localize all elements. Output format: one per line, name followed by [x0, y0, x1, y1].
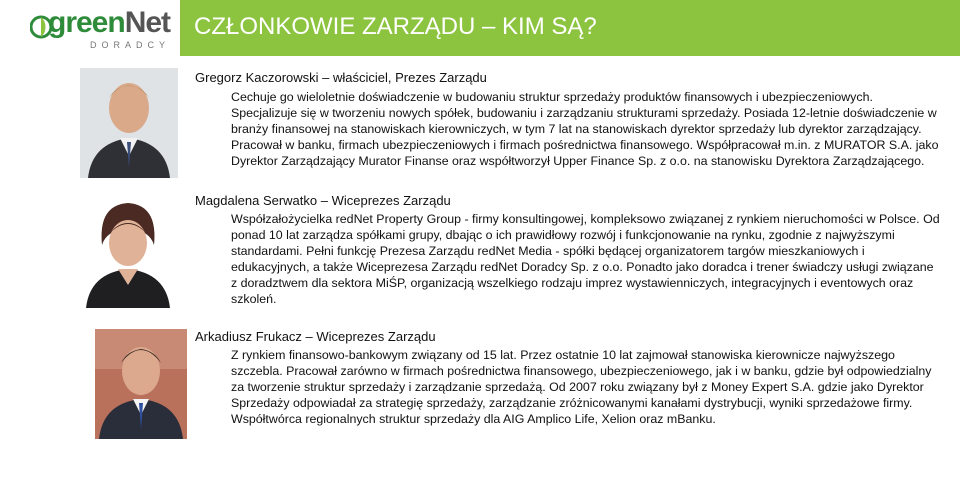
member-bio-2: Współzałożycielka redNet Property Group - firmy konsultingowej, kompleksowo związanej z rynkiem nieruchomości w Polsce. Od ponad 10 lat zarządza spółkami grupy, dbając o ich prawidłowy rozwój i funkcjonowanie na rynku, zgodnie z najwyższymi standardami. Pełni funkcję Prezesa Zarządu redNet Media - spółki będącej organizatorem targów mieszkaniowych i edukacyjnych, a także Wiceprezesa Zarządu redNet Doradcy Sp. z o.o. Ponadto jako doradca i trener świadczy usługi związane z doradztwem dla sektora MiŚP, organizacją wszelkiego rodzaju imprez wystawienniczych, integracyjnych i eventowych oraz szkoleń. — [231, 212, 940, 306]
member-bio-3: Z rynkiem finansowo-bankowym związany od 15 lat. Przez ostatnie 10 lat zajmował stanowiska kierownicze najwyższego szczebla. Pracował zarówno w firmach pośrednictwa finansowego, ubezpieczeniowego, jak i w banku, gdzie był odpowiedzialny za tworzenie struktur sprzedaży i zarządzanie sprzedażą. Od 2007 roku związany był z Money Expert S.A. gdzie jako Dyrektor Sprzedaży odpowiadał za strategię sprzedaży, zarządzanie zróżnicowanymi kanałami dystrybucji, wyniki sprzedażowe firmy. Współtwórca regionalnych struktur sprzedaży dla AIG Amplico Life, Xelion oraz mBanku. — [231, 348, 932, 426]
logo-green-text: green — [48, 6, 125, 39]
title-bar — [180, 0, 960, 56]
member-photo-3 — [95, 329, 187, 439]
member-name-3: Arkadiusz Frukacz – Wiceprezes Zarządu — [195, 329, 436, 344]
portrait-man-icon — [80, 68, 178, 178]
company-logo — [30, 6, 170, 54]
logo-net-text: Net — [124, 6, 171, 39]
portrait-woman-icon — [80, 193, 176, 308]
member-name-1: Gregorz Kaczorowski – właściciel, Prezes Zarządu — [195, 70, 487, 85]
member-photo-2 — [80, 193, 176, 308]
logo-subtitle: DORADCY — [90, 40, 171, 50]
portrait-man-icon — [95, 329, 187, 439]
member-photo-1 — [80, 68, 178, 178]
logo-wordmark — [48, 6, 170, 40]
page-title: CZŁONKOWIE ZARZĄDU – KIM SĄ? — [194, 13, 597, 40]
member-bio-1: Cechuje go wieloletnie doświadczenie w budowaniu struktur sprzedaży produktów finansowych i ubezpieczeniowych. Specjalizuje się w tworzeniu nowych spółek, budowaniu i zarządzaniu strukturami sprzedaży. Posiada 12-letnie doświadczenie w branży finansowej na stanowiskach kierowniczych, w tym 7 lat na stanowiskach dyrektor sprzedaży lub dyrektor zarządzający. Pracował w banku, firmach ubezpieczeniowych i firmach pośrednictwa finansowego. Współpracował m.in. z MURATOR S.A. jako Dyrektor Zarządzający Murator Finanse oraz współtworzył Upper Finance Sp. z o.o. na stanowisku Dyrektora Zarządzającego. — [231, 90, 939, 168]
member-name-2: Magdalena Serwatko – Wiceprezes Zarządu — [195, 193, 451, 208]
